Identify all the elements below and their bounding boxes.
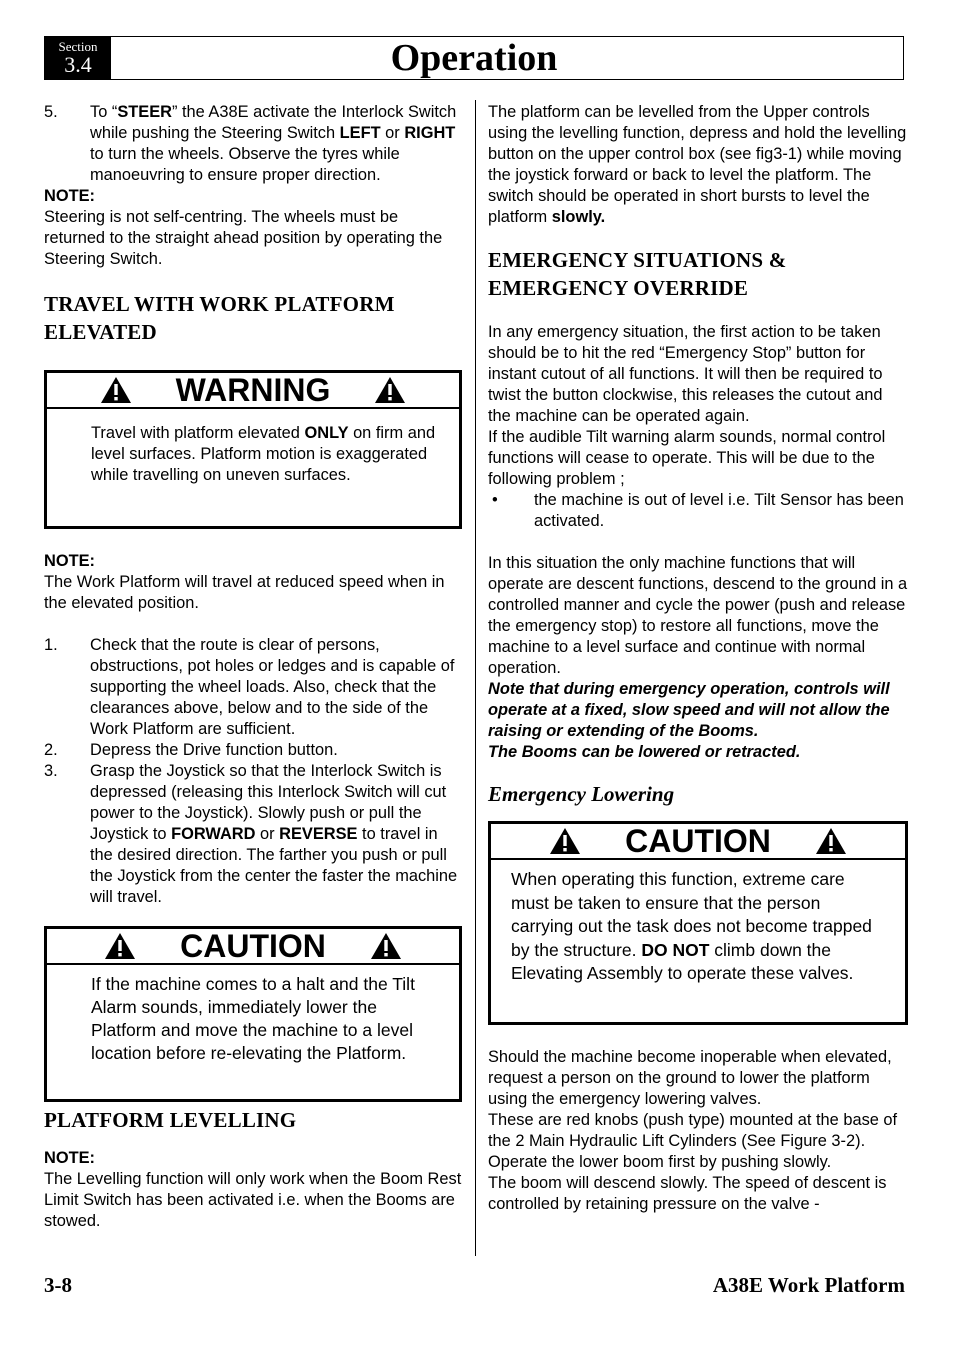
page-header	[44, 36, 904, 80]
bullet-item	[488, 490, 908, 532]
lowering-paragraph: The boom will descend slowly. The speed of descent is controlled by retaining pressure on the valve -	[488, 1174, 887, 1213]
caution-header	[491, 824, 905, 860]
note-label: NOTE:	[44, 1149, 95, 1167]
heading-travel-elevated: TRAVEL WITH WORK PLATFORM ELEVATED	[44, 292, 395, 344]
emergency-note: Note that during emergency operation, controls will operate at a fixed, slow speed and will not allow the raising or extending of the Booms.	[488, 680, 890, 740]
warning-triangle-icon	[104, 932, 136, 960]
lowering-paragraph: Should the machine become inoperable when elevated, request a person on the ground to lower the platform using the emergency lowering valves.	[488, 1048, 892, 1108]
warning-word: WARNING	[175, 372, 331, 408]
bullet-mark: •	[492, 491, 498, 509]
warning-triangle-icon	[815, 827, 847, 855]
warning-box	[44, 370, 462, 529]
lowering-paragraph: These are red knobs (push type) mounted at the base of the 2 Main Hydraulic Lift Cylinders (See Figure 3-2).	[488, 1111, 898, 1150]
note-text: Steering is not self-centring. The wheels must be returned to the straight ahead position by operating the Steering Switch.	[44, 208, 443, 268]
emergency-paragraph: In any emergency situation, the first action to be taken should be to hit the red “Emergency Stop” button for instant cutout of all functions. It will then be required to twist the button clockwise, this releases the cutout and the machine can be operated again.	[488, 323, 883, 425]
caution-word: CAUTION	[625, 823, 771, 859]
caution-header	[47, 929, 459, 965]
tilt-paragraph: If the audible Tilt warning alarm sounds, normal control functions will cease to operate. This will be due to the following problem ;	[488, 428, 886, 488]
note-text: The Work Platform will travel at reduced speed when in the elevated position.	[44, 573, 445, 612]
step-5	[44, 102, 462, 186]
caution-body: If the machine comes to a halt and the Tilt Alarm sounds, immediately lower the Platform and move the machine to a level location before re-elevating the Platform.	[91, 974, 415, 1063]
warning-triangle-icon	[370, 932, 402, 960]
booms-note: The Booms can be lowered or retracted.	[488, 743, 801, 761]
situation-paragraph: In this situation the only machine functions that will operate are descent functions, descend to the ground in a controlled manner and cycle the power (push and release the emergency stop) to restore all functions, move the machine to a level surface and continue with normal operation.	[488, 554, 908, 677]
step-2: 2. Depress the Drive function button.	[44, 741, 338, 759]
heading-platform-levelling: PLATFORM LEVELLING	[44, 1108, 297, 1132]
step-number: 5.	[44, 103, 58, 121]
page-number: 3-8	[44, 1273, 72, 1297]
warning-triangle-icon	[374, 376, 406, 404]
lowering-paragraph: Operate the lower boom first by pushing slowly.	[488, 1153, 832, 1171]
step-3: 3. Grasp the Joystick so that the Interlock Switch is depressed (releasing this Interlock Switch will cut power to the Joystick). Slowly push or pull the Joystick to FORWARD or REVERSE to travel in the desired direction. The farther you push or pull the Joystick from the center the faster the machine will travel.	[44, 762, 458, 906]
note-label: NOTE:	[44, 552, 95, 570]
section-number: 3.4	[64, 52, 92, 77]
heading-emergency-lowering: Emergency Lowering	[488, 782, 675, 806]
warning-triangle-icon	[549, 827, 581, 855]
bullet-text: the machine is out of level i.e. Tilt Sensor has been activated.	[534, 491, 904, 530]
caution-box-lowering	[488, 821, 908, 1025]
footer-product: A38E Work Platform	[712, 1273, 905, 1297]
caution-body: When operating this function, extreme care must be taken to ensure that the person carrying out the task does not become trapped by the structure. DO NOT climb down the Elevating Assembly to operate these valves.	[511, 869, 872, 983]
section-label: Section	[58, 39, 98, 54]
note-label: NOTE:	[44, 187, 95, 205]
heading-emergency: EMERGENCY SITUATIONS & EMERGENCY OVERRIDE	[488, 248, 787, 300]
caution-word: CAUTION	[180, 928, 326, 964]
page-title: Operation	[390, 37, 558, 79]
caution-box-tilt	[44, 926, 462, 1102]
right-column	[488, 102, 908, 1215]
note-text: The Levelling function will only work when the Boom Rest Limit Switch has been activated i.e. when the Booms are stowed.	[44, 1170, 462, 1230]
step-text: To “STEER” the A38E activate the Interlock Switch while pushing the Steering Switch LEFT or RIGHT to turn the wheels. Observe the tyres while manoeuvring to ensure proper direction.	[90, 103, 457, 184]
levelling-text: The platform can be levelled from the Upper controls using the levelling function, depress and hold the levelling button on the upper control box (see fig3-1) while moving the joystick forward or back to level the platform. The switch should be operated in short bursts to level the platform slowly.	[488, 103, 907, 226]
warning-body: Travel with platform elevated ONLY on firm and level surfaces. Platform motion is exaggerated while travelling on uneven surfaces.	[91, 424, 436, 484]
left-column	[44, 102, 462, 1232]
step-1: 1. Check that the route is clear of persons, obstructions, pot holes or ledges and is capable of supporting the wheel loads. Also, check that the clearances above, below and to the side of the Work Platform are sufficient.	[44, 636, 455, 738]
column-divider	[475, 100, 476, 1256]
warning-header	[47, 373, 459, 409]
warning-triangle-icon	[100, 376, 132, 404]
